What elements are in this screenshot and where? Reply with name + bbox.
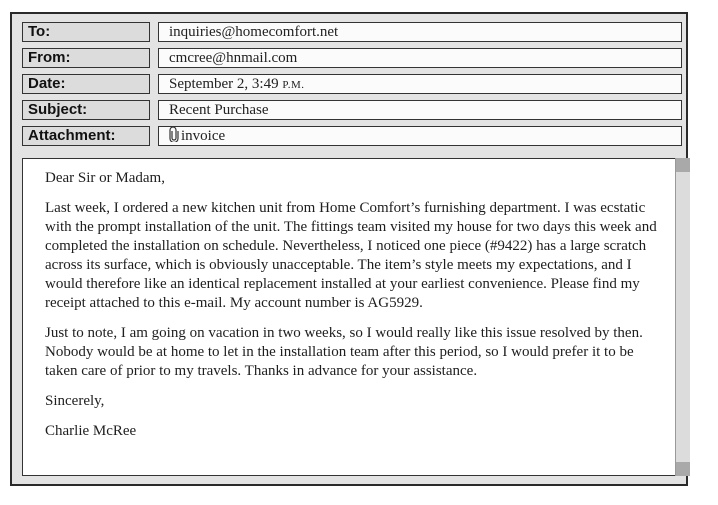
scroll-down-button[interactable] <box>676 462 690 476</box>
subject-label: Subject: <box>22 100 150 120</box>
body-paragraph-1: Last week, I ordered a new kitchen unit from Home Comfort’s furnishing department. I was ecstatic with the prompt installation of the unit. The fittings team visited my house for two days this week and completed the installation on schedule. Nevertheless, I noticed one piece (#9422) has a large scratch across its surface, which is obviously unacceptable. The item’s style meets my expectations, and I would therefore like an identical replacement installed at your earliest convenience. Please find my receipt attached to this e-mail. My account number is AG5929. <box>45 200 657 311</box>
from-label: From: <box>22 48 150 68</box>
paperclip-icon <box>169 127 179 147</box>
body-paragraph-2: Just to note, I am going on vacation in two weeks, so I would really like this issue resolved by then. Nobody would be at home to let in the installation team after this period, so I would prefer it to be taken care of prior to my travels. Thanks in advance for your assistance. <box>45 325 643 379</box>
vertical-scrollbar[interactable] <box>675 158 690 476</box>
closing-text: Sincerely, <box>45 393 105 409</box>
from-row <box>22 48 678 68</box>
date-field[interactable] <box>158 74 682 94</box>
to-label: To: <box>22 22 150 42</box>
attachment-row <box>22 126 678 146</box>
attachment-label: Attachment: <box>22 126 150 146</box>
to-field[interactable]: inquiries@homecomfort.net <box>158 22 682 42</box>
signature-text: Charlie McRee <box>45 423 137 439</box>
subject-row <box>22 100 678 120</box>
date-text: September 2, 3:49 <box>169 76 279 92</box>
from-field[interactable]: cmcree@hnmail.com <box>158 48 682 68</box>
scroll-up-button[interactable] <box>676 158 690 172</box>
subject-field[interactable]: Recent Purchase <box>158 100 682 120</box>
greeting-text: Dear Sir or Madam, <box>45 170 165 186</box>
date-suffix: P.M. <box>282 79 305 91</box>
message-body[interactable] <box>22 158 676 476</box>
date-label: Date: <box>22 74 150 94</box>
email-window <box>10 12 688 486</box>
to-row <box>22 22 678 42</box>
date-row <box>22 74 678 94</box>
attachment-link[interactable]: invoice <box>181 128 226 144</box>
attachment-field[interactable] <box>158 126 682 146</box>
